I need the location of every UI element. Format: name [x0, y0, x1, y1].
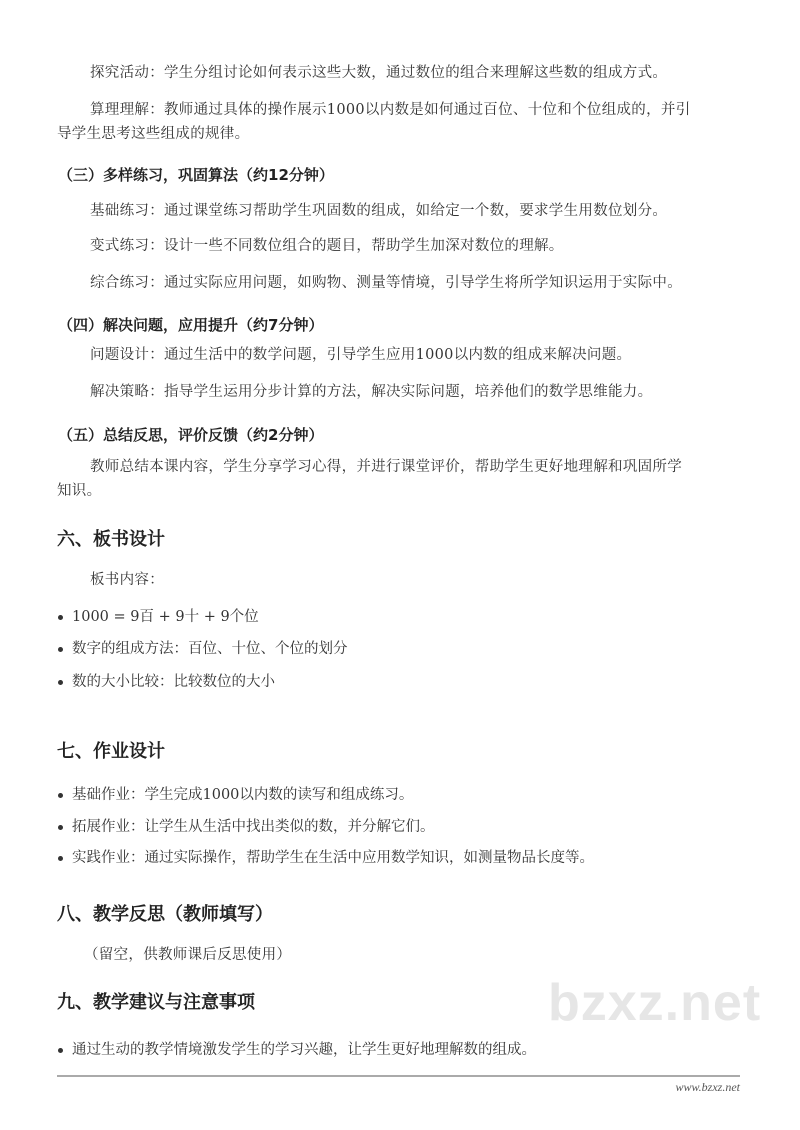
paragraph-inquiry: 探究活动：学生分组讨论如何表示这些大数，通过数位的组合来理解这些数的组成方式。 [90, 65, 668, 81]
reflection-note: （留空，供教师课后反思使用） [84, 947, 292, 963]
heading-section7: 七、作业设计 [57, 741, 165, 762]
subheading-part4: （四）解决问题，应用提升（约7分钟） [58, 316, 324, 334]
paragraph-summary-line2: 知识。 [57, 483, 102, 499]
footer-url: www.bzxz.net [675, 1080, 740, 1094]
list-item: 1000 = 9百 + 9十 + 9个位 [72, 609, 259, 625]
paragraph: 解决策略：指导学生运用分步计算的方法，解决实际问题，培养他们的数学思维能力。 [90, 384, 653, 400]
paragraph-reasoning-line1: 算理理解：教师通过具体的操作展示1000以内数是如何通过百位、十位和个位组成的，并引 [90, 102, 691, 118]
subheading-part5: （五）总结反思，评价反馈（约2分钟） [58, 426, 324, 444]
watermark: bzxz.net [548, 974, 762, 1032]
paragraph-summary-line1: 教师总结本课内容，学生分享学习心得，并进行课堂评价，帮助学生更好地理解和巩固所学 [90, 459, 682, 475]
paragraph: 变式练习：设计一些不同数位组合的题目，帮助学生加深对数位的理解。 [90, 238, 564, 254]
list-item: 基础作业：学生完成1000以内数的读写和组成练习。 [72, 787, 414, 803]
board-intro: 板书内容： [90, 572, 164, 588]
paragraph: 问题设计：通过生活中的数学问题，引导学生应用1000以内数的组成来解决问题。 [90, 347, 632, 363]
list-item: 数的大小比较：比较数位的大小 [72, 674, 275, 690]
heading-section8: 八、教学反思（教师填写） [57, 904, 273, 925]
paragraph: 基础练习：通过课堂练习帮助学生巩固数的组成，如给定一个数，要求学生用数位划分。 [90, 203, 668, 219]
list-item: 通过生动的教学情境激发学生的学习兴趣，让学生更好地理解数的组成。 [72, 1042, 536, 1058]
heading-section6: 六、板书设计 [57, 529, 165, 550]
paragraph-reasoning-line2: 导学生思考这些组成的规律。 [57, 126, 250, 142]
list-item: 数字的组成方法：百位、十位、个位的划分 [72, 641, 348, 657]
subheading-part3: （三）多样练习，巩固算法（约12分钟） [58, 166, 334, 184]
heading-section9: 九、教学建议与注意事项 [57, 992, 255, 1013]
paragraph: 综合练习：通过实际应用问题，如购物、测量等情境，引导学生将所学知识运用于实际中。 [90, 275, 682, 291]
footer-divider [57, 1075, 740, 1077]
list-item: 实践作业：通过实际操作，帮助学生在生活中应用数学知识，如测量物品长度等。 [72, 850, 594, 866]
list-item: 拓展作业：让学生从生活中找出类似的数，并分解它们。 [72, 819, 435, 835]
